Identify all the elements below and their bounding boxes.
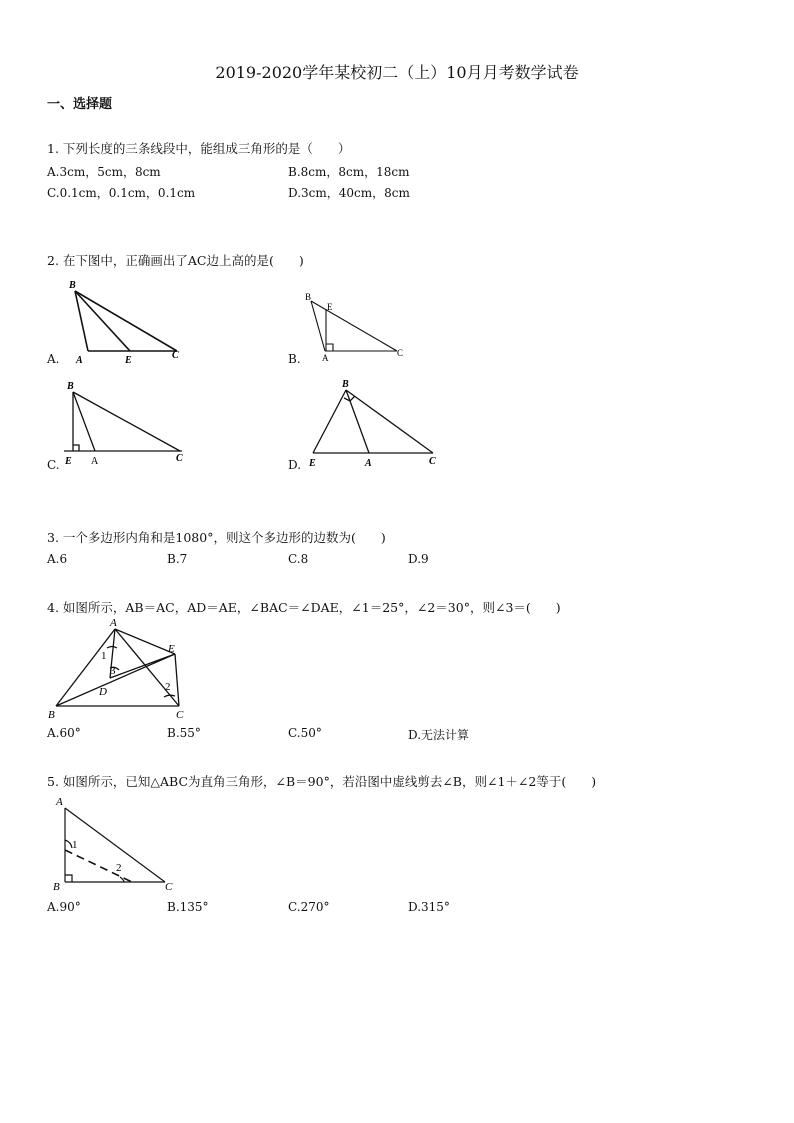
q4-angle-2: 2 [165, 681, 171, 693]
page-title: 2019-2020学年某校初二（上）10月月考数学试卷 [215, 63, 579, 82]
q1-option-a[interactable]: A.3cm，5cm，8cm [47, 165, 161, 179]
question-1-stem: 1. 下列长度的三条线段中，能组成三角形的是（ ） [47, 141, 351, 156]
q4-label-d: D [99, 686, 107, 698]
q5-option-d[interactable]: D.315° [408, 900, 450, 914]
q5-option-c[interactable]: C.270° [288, 900, 330, 914]
fig-b-label-c: C [397, 348, 404, 358]
q2-option-a[interactable]: A. [47, 352, 60, 366]
q1-option-d[interactable]: D.3cm，40cm，8cm [288, 186, 410, 200]
q2-figure-b [300, 288, 415, 368]
question-5-stem: 5. 如图所示，已知△ABC为直角三角形，∠B＝90°，若沿图中虚线剪去∠B，则∠1＋∠2等于( ) [47, 774, 597, 789]
q5-angle-1: 1 [72, 839, 78, 851]
fig-b-label-b: B [305, 292, 312, 302]
q4-label-c: C [176, 709, 184, 721]
q5-label-b: B [53, 881, 60, 893]
q5-option-a[interactable]: A.90° [47, 900, 81, 914]
q4-option-c[interactable]: C.50° [288, 726, 322, 740]
q2-option-d[interactable]: D. [288, 458, 302, 472]
q4-option-b[interactable]: B.55° [167, 726, 201, 740]
fig-a-label-c: C [172, 350, 179, 361]
q4-angle-1: 1 [101, 650, 107, 662]
fig-d-label-c: C [429, 456, 436, 467]
q4-label-a: A [110, 617, 117, 629]
q3-option-d[interactable]: D.9 [408, 552, 429, 566]
q1-option-b[interactable]: B.8cm，8cm，18cm [288, 165, 410, 179]
q4-figure [44, 614, 194, 722]
q2-figure-c [60, 380, 190, 470]
q2-figure-a [62, 278, 192, 366]
fig-a-label-a: A [76, 355, 83, 366]
fig-c-label-b: B [67, 381, 74, 392]
fig-a-label-e: E [125, 355, 132, 366]
q2-option-b[interactable]: B. [288, 352, 301, 366]
q2-figure-d [303, 376, 448, 471]
section-heading: 一、选择题 [47, 97, 113, 112]
fig-c-label-c: C [176, 453, 183, 464]
q5-label-a: A [56, 796, 63, 808]
q5-figure [48, 792, 183, 897]
fig-b-label-a: A [322, 353, 329, 363]
q3-option-c[interactable]: C.8 [288, 552, 309, 566]
q5-option-b[interactable]: B.135° [167, 900, 209, 914]
fig-c-label-e: E [65, 456, 72, 467]
fig-b-label-e: E [327, 302, 333, 312]
fig-c-label-a: A [91, 456, 99, 467]
fig-d-label-a: A [365, 458, 372, 469]
question-3-stem: 3. 一个多边形内角和是1080°，则这个多边形的边数为( ) [47, 530, 386, 545]
q4-option-d[interactable]: D.无法计算 [408, 728, 470, 742]
q4-angle-3: 3 [110, 665, 116, 677]
q1-option-c[interactable]: C.0.1cm，0.1cm，0.1cm [47, 186, 196, 200]
fig-a-label-b: B [69, 280, 76, 291]
q2-option-c[interactable]: C. [47, 458, 60, 472]
q3-option-a[interactable]: A.6 [47, 552, 68, 566]
q5-angle-2: 2 [116, 862, 122, 874]
question-4-stem: 4. 如图所示，AB＝AC，AD＝AE，∠BAC＝∠DAE，∠1＝25°，∠2＝30°，则∠3＝( ) [47, 600, 561, 615]
q4-label-b: B [48, 709, 55, 721]
question-2-stem: 2. 在下图中，正确画出了AC边上高的是( ) [47, 253, 304, 268]
fig-d-label-e: E [309, 458, 316, 469]
fig-d-label-b: B [342, 379, 349, 390]
q5-label-c: C [165, 881, 173, 893]
q3-option-b[interactable]: B.7 [167, 552, 188, 566]
q4-option-a[interactable]: A.60° [47, 726, 81, 740]
q4-label-e: E [168, 643, 175, 655]
